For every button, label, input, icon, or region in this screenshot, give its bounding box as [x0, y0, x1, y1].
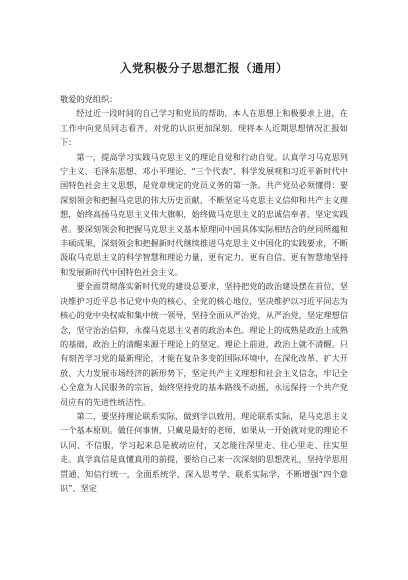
- salutation: 敬爱的党组织：: [60, 94, 118, 104]
- paragraph-party-building: 要全面贯彻落实新时代党的建设总要求，坚持把党的政治建设摆在首位，坚决维护习近平总书记党中央的核心、全党的核心地位，坚决维护以习近平同志为核心的党中央权威和集中统一领导，坚持全面从严治党，从严治党，坚定理想信念，坚守治治信仰，永葆马克思主义者的政治本色。理论上的成熟是政治上成熟的基础，政治上的清醒来源于理论上的坚定。理论上前进，政治上就不清醒。只有刻苦学习党的最新理论，才能在复杂多变的国际环境中，在深化改革、扩大开放、大力发展市场经济的新形势下，坚定共产主义理想和社会主义信念，牢记全心全意为人民服务的宗旨，始终坚持党的基本路线不动摇，永远保持一个共产党员应有的先进性统洁性。: [60, 281, 348, 407]
- paragraph-first-point: 第一，提高学习实践马克思主义的理论自觉和行动自觉。认真学习马克思列宁主义、毛泽东思想、邓小平理论、“三个代表”、科学发展观和习近平新时代中国特色社会主义思想，是党章规定的党员义务的第一条。共产党员必须懂得：要深刻领会和把握马克思的伟大历史贡献，不断坚定马克思主义信仰和共产主义理想，始终高扬马克思主义伟大旗帜，始终做马克思主义的忠诚信奉者、坚定实践者。要深刻领会和把握马克思主义基本原理同中国具体实际相结合的丝同所蕴和丰硕成果，深刻领会和把握新时代继续推进马克思主义中国化的实践要求，不断汲取马克思主义的科学智慧和理论力量，更有定力、更有自信、更有智慧地坚持和发展新时代中国特色社会主义。: [60, 151, 348, 277]
- paragraph-intro: 经过近一段时间的自己学习和党员的帮助，本人在思想上和极要求上进，在工作中向党员同志看齐，对党的认识更加深刻。现将本人近期思想情况汇报如下：: [60, 108, 348, 148]
- document-title: 入党积极分子思想汇报（通用）: [120, 61, 288, 75]
- paragraph-second-point: 第二，要坚持理论联系实际，做到学以致用，理论联系实际，是马克思主义一个基本原则。做任何事情，只藏是最好的老师，如果从一开始就对党的理论不认同、不信服，学习起来总是被动应付，又怎能往深里走、往心里走、往实里走。真学真信是真懂真用的前提，要给自己来一次深刻的思想洗礼，坚持学思用贯通、知信行统一，全面系统学、深入思考学、联系实际学，不断增强“四个意识”、坚定: [60, 410, 348, 493]
